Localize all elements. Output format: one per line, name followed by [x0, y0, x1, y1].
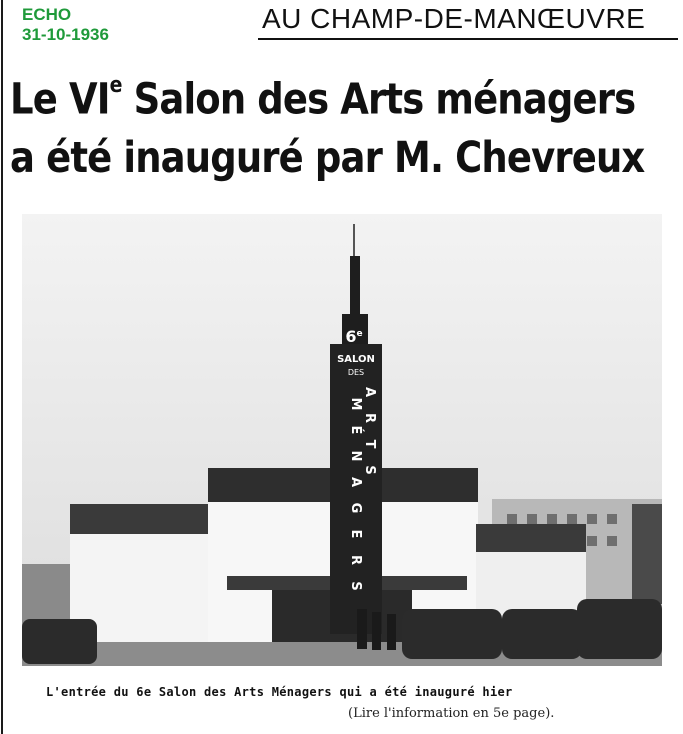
headline [10, 62, 645, 188]
tree [632, 504, 662, 604]
tower-letter: T [362, 439, 377, 449]
headline-line-1-pre: Le VI [10, 74, 110, 125]
news-photo [22, 214, 662, 666]
right-wing-band [476, 524, 586, 552]
headline-line-1-post: Salon des Arts ménagers [121, 74, 636, 125]
stamp-source: ECHO [22, 5, 72, 24]
tower-letter: S [362, 465, 377, 475]
tower-letter: N [348, 450, 363, 462]
tower-letter: R [362, 412, 377, 424]
tower-mast [353, 224, 355, 256]
tower-letter: É [348, 425, 363, 435]
tower-letter: R [348, 554, 363, 566]
tower-letter: E [348, 529, 363, 539]
headline-line-1 [10, 62, 636, 129]
tower-letter: A [348, 476, 363, 488]
left-wing-band [70, 504, 210, 534]
tower-number: 6e [345, 327, 363, 346]
tower-letter: S [348, 581, 363, 591]
tower-letter: G [348, 502, 363, 514]
crowd [357, 609, 396, 650]
headline-line-2: a été inauguré par M. Chevreux [10, 133, 645, 184]
tower-spire [350, 256, 360, 316]
caption-reference: (Lire l'information en 5e page). [348, 706, 555, 721]
photo-illustration [22, 214, 662, 666]
tower-letter: A [362, 386, 377, 398]
column-rule [1, 0, 3, 734]
rubric-underline [258, 38, 678, 40]
tower-letter: M [348, 397, 363, 411]
photo-caption: L'entrée du 6e Salon des Arts Ménagers qui a été inauguré hier [46, 685, 513, 699]
archive-stamp [22, 5, 109, 45]
stamp-date: 31-10-1936 [22, 25, 109, 44]
headline-superscript: e [109, 73, 122, 98]
tower-salon-label: SALON [337, 354, 375, 365]
section-rubric: AU CHAMP-DE-MANŒUVRE [262, 3, 646, 34]
tower-des-label: DES [347, 368, 365, 377]
